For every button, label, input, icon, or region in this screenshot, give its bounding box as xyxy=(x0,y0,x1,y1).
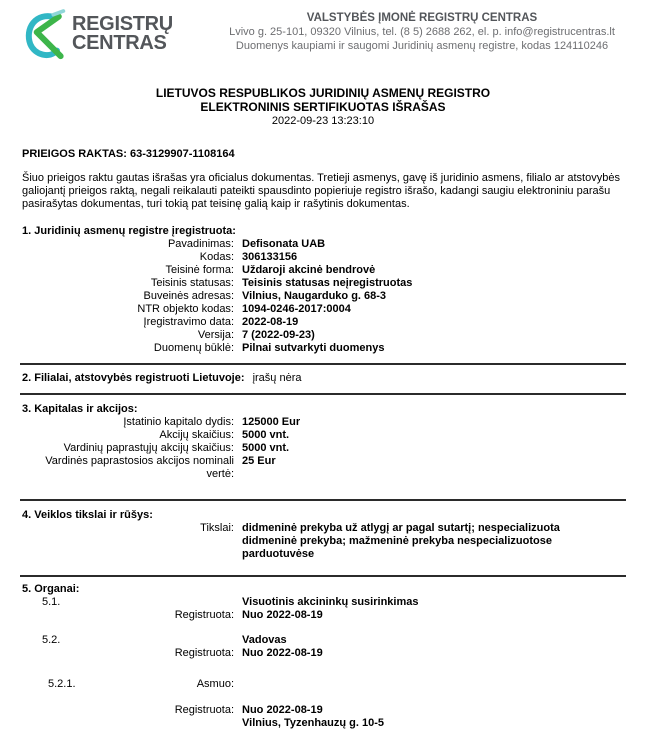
registry-org-name: VALSTYBĖS ĮMONĖ REGISTRŲ CENTRAS xyxy=(306,12,538,24)
field-label: Vardinės paprastosios akcijos nominali vertė: xyxy=(45,455,234,480)
section5-heading: 5. Organai: xyxy=(22,583,80,595)
access-key-line xyxy=(22,148,624,160)
field-label: Pavadinimas: xyxy=(167,238,234,250)
organ-name: Visuotinis akcininkų susirinkimas xyxy=(242,596,419,608)
field-label: Įregistravimo data: xyxy=(143,316,234,328)
field-value: 25 Eur xyxy=(242,455,276,467)
field-value: Pilnai sutvarkyti duomenys xyxy=(242,342,385,354)
person-address: Vilnius, Tyzenhauzų g. 10-5 xyxy=(242,717,385,729)
field-value xyxy=(234,704,384,730)
organ-item xyxy=(22,634,624,660)
field-row xyxy=(22,416,624,429)
access-key-label: PRIEIGOS RAKTAS: xyxy=(22,148,127,160)
document-title xyxy=(22,86,624,128)
field-value: Defisonata UAB xyxy=(242,238,326,250)
field-value: 306133156 xyxy=(242,251,298,263)
field-row xyxy=(22,609,624,622)
field-row xyxy=(22,647,624,660)
section-divider xyxy=(20,575,626,577)
field-row xyxy=(22,342,624,355)
field-row xyxy=(22,522,624,561)
field-label: Buveinės adresas: xyxy=(143,290,234,302)
organ-title-row xyxy=(22,634,624,647)
section2-heading: 2. Filialai, atstovybės registruoti Lietuvoje: xyxy=(22,372,245,384)
section4-heading: 4. Veiklos tikslai ir rūšys: xyxy=(22,509,153,521)
organ-item xyxy=(22,596,624,622)
section2-value: įrašų nėra xyxy=(252,372,302,384)
field-value: Nuo 2022-08-19 xyxy=(242,647,323,659)
person-row xyxy=(22,678,624,691)
organ-number: 5.2. xyxy=(42,634,61,646)
logo-wordmark xyxy=(72,15,173,53)
field-row xyxy=(22,316,624,329)
organ-title-row xyxy=(22,596,624,609)
field-label: Versija: xyxy=(197,329,234,341)
field-value: Teisinis statusas neįregistruotas xyxy=(242,277,413,289)
field-value: Vilnius, Naugarduko g. 68-3 xyxy=(242,290,387,302)
field-label: Teisinė forma: xyxy=(165,264,234,276)
field-value: 1094-0246-2017:0004 xyxy=(242,303,351,315)
field-row xyxy=(22,329,624,342)
section1-rows xyxy=(22,238,624,355)
field-value xyxy=(234,678,242,691)
field-row xyxy=(22,238,624,251)
field-row xyxy=(22,442,624,455)
field-label: Registruota: xyxy=(174,704,234,716)
section-divider xyxy=(20,393,626,395)
person-label: Asmuo: xyxy=(196,678,234,690)
section1-heading: 1. Juridinių asmenų registre įregistruota: xyxy=(22,225,236,237)
field-row xyxy=(22,455,624,481)
field-row xyxy=(22,277,624,290)
field-value: 2022-08-19 xyxy=(242,316,299,328)
document-title-line2: ELEKTRONINIS SERTIFIKUOTAS IŠRAŠAS xyxy=(200,100,446,114)
field-row xyxy=(22,303,624,316)
organ-number: 5.1. xyxy=(42,596,61,608)
field-label: Akcijų skaičius: xyxy=(159,429,234,441)
access-key-value: 63-3129907-1108164 xyxy=(129,148,235,160)
field-label: Duomenų būklė: xyxy=(153,342,234,354)
registry-address-line: Lvivo g. 25-101, 09320 Vilnius, tel. (8 5) 2688 262, el. p. info@registrucentras.lt xyxy=(229,26,615,38)
logo-wordmark-line2: CENTRAS xyxy=(72,32,167,54)
registry-contact-block xyxy=(220,8,624,53)
section2-row xyxy=(22,372,624,385)
field-label: Kodas: xyxy=(199,251,234,263)
document-title-line1: LIETUVOS RESPUBLIKOS JURIDINIŲ ASMENŲ REGISTRO xyxy=(155,86,491,100)
field-label: Registruota: xyxy=(174,647,234,659)
registry-data-line: Duomenys kaupiami ir saugomi Juridinių asmenų registre, kodas 124110246 xyxy=(235,40,609,52)
field-value: 5000 vnt. xyxy=(242,442,290,454)
field-value: 5000 vnt. xyxy=(242,429,290,441)
document-header xyxy=(22,8,624,60)
field-value: didmeninė prekyba už atlygį ar pagal sutartį; nespecializuota didmeninė prekyba; mažmeninė prekyba nespecializuotose parduotuvėse xyxy=(242,522,560,560)
section3-rows xyxy=(22,416,624,481)
section-divider xyxy=(20,499,626,501)
field-label: Tikslai: xyxy=(200,522,234,534)
section-divider xyxy=(20,363,626,365)
field-row xyxy=(22,429,624,442)
registru-centras-logo xyxy=(22,8,220,60)
field-label: Registruota: xyxy=(174,609,234,621)
field-label: NTR objekto kodas: xyxy=(137,303,234,315)
field-row xyxy=(22,251,624,264)
disclaimer-paragraph: Šiuo prieigos raktu gautas išrašas yra oficialus dokumentas. Tretieji asmenys, gavę iš juridinio asmens, filialo ar atstovybės galiojantį prieigos raktą, negali reikalauti pateikti spausdinto popieriuje registro išrašo, kadangi saugiu elektroniniu parašu pasirašytas dokumentas, turi tokią pat teisinę galią kaip ir rašytinis dokumentas. xyxy=(22,172,620,210)
field-value: Uždaroji akcinė bendrovė xyxy=(242,264,376,276)
field-value: Nuo 2022-08-19 xyxy=(242,609,323,621)
section3-heading: 3. Kapitalas ir akcijos: xyxy=(22,403,138,415)
field-label: Vardinių paprastųjų akcijų skaičius: xyxy=(63,442,234,454)
organ-sub-number: 5.2.1. xyxy=(48,678,76,690)
registered-date: Nuo 2022-08-19 xyxy=(242,704,323,716)
field-row xyxy=(22,704,624,730)
field-row xyxy=(22,290,624,303)
organ-name: Vadovas xyxy=(242,634,287,646)
logo-wordmark-line1: REGISTRŲ xyxy=(72,13,173,35)
organ-sub-item xyxy=(22,678,624,730)
field-label: Teisinis statusas: xyxy=(150,277,234,289)
document-timestamp: 2022-09-23 13:23:10 xyxy=(271,115,375,127)
field-value: 7 (2022-09-23) xyxy=(242,329,315,341)
field-value: 125000 Eur xyxy=(242,416,301,428)
registru-centras-logo-icon xyxy=(22,8,68,60)
field-label: Įstatinio kapitalo dydis: xyxy=(123,416,234,428)
field-row xyxy=(22,264,624,277)
field-label xyxy=(22,678,234,691)
